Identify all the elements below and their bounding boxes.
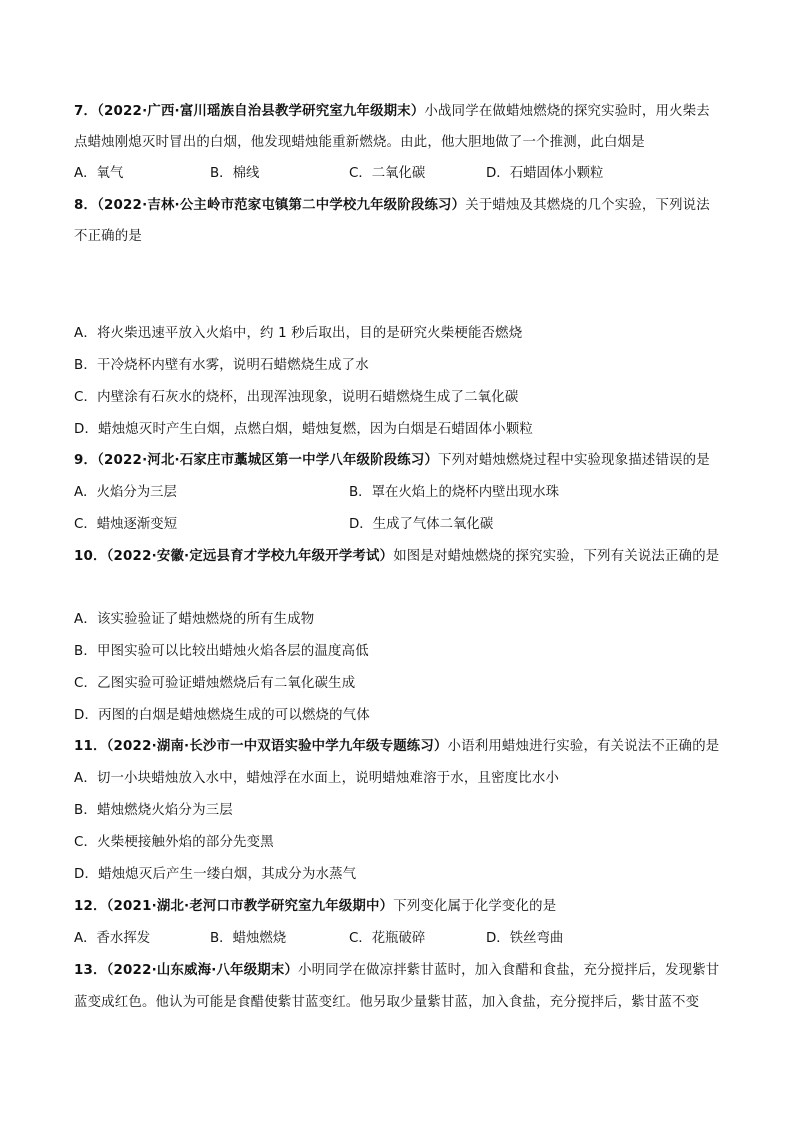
question-source: （2022·安徽·定远县育才学校九年级开学考试） [106,549,394,564]
option-c: C．内壁涂有石灰水的烧杯，出现浑浊现象，说明石蜡燃烧生成了二氧化碳 [74,390,519,405]
question-12-options [74,929,724,949]
option-b: B．干冷烧杯内壁有水雾，说明石蜡燃烧生成了水 [74,358,369,373]
option-a: A．香水挥发 [74,931,151,946]
option-d: D．铁丝弯曲 [486,931,564,946]
option-b: B．罩在火焰上的烧杯内壁出现水珠 [349,485,560,500]
question-number: 13． [74,963,107,978]
option-c: C．花瓶破碎 [349,931,426,946]
question-stem: 下列对蜡烛燃烧过程中实验现象描述错误的是 [438,453,710,468]
option-c: C．乙图实验可验证蜡烛燃烧后有二氧化碳生成 [74,676,356,691]
option-b: B．棉线 [210,166,260,181]
question-9-options-row-1 [74,483,724,503]
question-9-line-1 [74,451,724,471]
option-a: A．该实验验证了蜡烛燃烧的所有生成物 [74,612,315,627]
question-8-line-2: 不正确的是 [74,229,142,244]
question-7-line-2: 点蜡烛刚熄灭时冒出的白烟，他发现蜡烛能重新燃烧。由此，他大胆地做了一个推测，此白烟是 [74,135,645,150]
option-d: D．蜡烛熄灭时产生白烟，点燃白烟，蜡烛复燃，因为白烟是石蜡固体小颗粒 [74,422,533,437]
option-b: B．蜡烛燃烧 [210,931,287,946]
question-source: （2021·湖北·老河口市教学研究室九年级期中） [106,899,394,914]
option-a: A．氧气 [74,166,124,181]
question-number: 9． [74,453,98,468]
question-13-line-2: 蓝变成红色。他认为可能是食醋使紫甘蓝变红。他另取少量紫甘蓝，加入食盐，充分搅拌后，紫甘蓝不变 [74,995,700,1010]
question-7-options [74,164,724,184]
question-number: 7． [74,104,98,119]
question-7-line-1 [74,102,724,122]
option-d: D．生成了气体二氧化碳 [349,517,494,532]
question-stem: 关于蜡烛及其燃烧的几个实验，下列说法 [465,198,710,213]
question-13-line-1 [74,961,724,981]
option-d: D．丙图的白烟是蜡烛燃烧生成的可以燃烧的气体 [74,708,370,723]
option-a: A．切一小块蜡烛放入水中，蜡烛浮在水面上，说明蜡烛难溶于水，且密度比水小 [74,771,560,786]
question-source: （2022·河北·石家庄市藁城区第一中学八年级阶段练习） [97,453,439,468]
option-c: C．蜡烛逐渐变短 [74,517,178,532]
question-stem: 小战同学在做蜡烛燃烧的探究实验时，用火柴去 [424,104,710,119]
question-number: 10． [74,549,107,564]
option-d: D．蜡烛熄灭后产生一缕白烟，其成分为水蒸气 [74,867,357,882]
option-b: B．甲图实验可以比较出蜡烛火焰各层的温度高低 [74,644,369,659]
option-a: A．将火柴迅速平放入火焰中，约 1 秒后取出，目的是研究火柴梗能否燃烧 [74,326,523,341]
question-number: 8． [74,198,98,213]
question-source: （2022·广西·富川瑶族自治县教学研究室九年级期末） [97,104,425,119]
question-stem: 如图是对蜡烛燃烧的探究实验，下列有关说法正确的是 [393,549,720,564]
question-stem: 下列变化属于化学变化的是 [393,899,557,914]
question-source: （2022·吉林·公主岭市范家屯镇第二中学校九年级阶段练习） [97,198,466,213]
option-c: C．二氧化碳 [349,166,426,181]
option-d: D．石蜡固体小颗粒 [486,166,604,181]
question-11-line-1 [74,737,724,757]
question-number: 12． [74,899,107,914]
question-9-options-row-2 [74,515,724,535]
option-a: A．火焰分为三层 [74,485,177,500]
option-b: B．蜡烛燃烧火焰分为三层 [74,803,233,818]
question-8-line-1 [74,196,724,216]
question-10-line-1 [74,547,724,567]
question-source: （2022·山东威海·八年级期末） [106,963,299,978]
question-stem: 小明同学在做凉拌紫甘蓝时，加入食醋和食盐，充分搅拌后，发现紫甘 [298,963,720,978]
question-stem: 小语利用蜡烛进行实验，有关说法不正确的是 [447,739,720,754]
question-12-line-1 [74,897,724,917]
option-c: C．火柴梗接触外焰的部分先变黑 [74,835,274,850]
question-source: （2022·湖南·长沙市一中双语实验中学九年级专题练习） [106,739,448,754]
question-number: 11． [74,739,107,754]
